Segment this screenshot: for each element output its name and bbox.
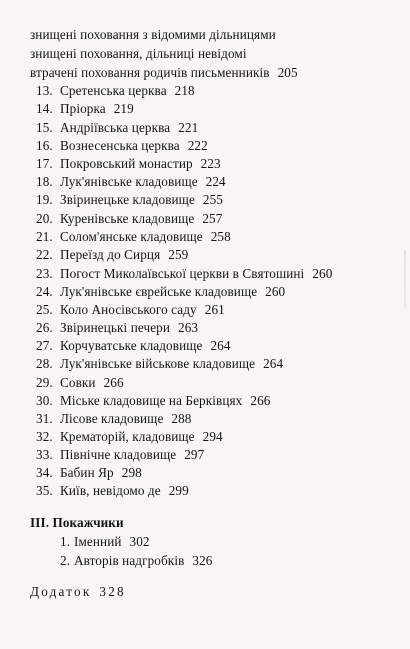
entry-number: 16. xyxy=(36,138,53,153)
toc-entry xyxy=(36,192,223,208)
entry-number: 22. xyxy=(36,247,53,262)
page-number: 260 xyxy=(312,266,333,281)
entry-number: 31. xyxy=(36,411,53,426)
entry-number: 27. xyxy=(36,338,53,353)
toc-entry xyxy=(36,447,204,463)
toc-entry xyxy=(36,138,208,154)
page-number: 263 xyxy=(178,320,199,335)
section-heading-indexes xyxy=(30,515,124,531)
appendix-title: Додаток xyxy=(30,584,92,599)
entry-number: 14. xyxy=(36,101,53,116)
entry-title: Іменний xyxy=(74,534,122,549)
page-number: 257 xyxy=(202,211,223,226)
page-number: 260 xyxy=(265,284,286,299)
entry-number: 35. xyxy=(36,483,53,498)
entry-number: 17. xyxy=(36,156,53,171)
entry-title: Київ, невідомо де xyxy=(60,483,161,498)
entry-number: 33. xyxy=(36,447,53,462)
section-title: III. Покажчики xyxy=(30,515,124,530)
entry-number: 28. xyxy=(36,356,53,371)
toc-subentry xyxy=(60,534,150,550)
entry-number: 19. xyxy=(36,192,53,207)
entry-number: 24. xyxy=(36,284,53,299)
page-number: 259 xyxy=(168,247,189,262)
entry-number: 26. xyxy=(36,320,53,335)
entry-number: 1. xyxy=(60,534,71,549)
entry-title: Переїзд до Сирця xyxy=(60,247,161,262)
entry-number: 21. xyxy=(36,229,53,244)
page-number: 258 xyxy=(210,229,231,244)
page-number: 298 xyxy=(121,465,142,480)
intro-line-text: знищені поховання з відомими дільницями xyxy=(30,27,276,42)
toc-entry xyxy=(36,411,192,427)
page-number: 218 xyxy=(174,83,195,98)
entry-title: Звіринецьке кладовище xyxy=(60,192,195,207)
entry-title: Солом'янське кладовище xyxy=(60,229,203,244)
toc-entry xyxy=(36,429,223,445)
entry-number: 18. xyxy=(36,174,53,189)
toc-entry xyxy=(36,83,195,99)
entry-title: Бабин Яр xyxy=(60,465,114,480)
appendix-entry xyxy=(30,584,126,600)
toc-entry xyxy=(36,174,226,190)
page-number: 266 xyxy=(250,393,271,408)
toc-entry xyxy=(36,266,332,282)
entry-number: 34. xyxy=(36,465,53,480)
toc-entry xyxy=(36,393,270,409)
page-number: 221 xyxy=(178,120,199,135)
toc-entry xyxy=(36,156,221,172)
entry-title: Покровський монастир xyxy=(60,156,193,171)
page-number: 266 xyxy=(103,375,124,390)
toc-entry xyxy=(36,302,225,318)
intro-line-text: втрачені поховання родичів письменників xyxy=(30,65,270,80)
intro-line-1 xyxy=(30,27,276,43)
page-number: 297 xyxy=(184,447,205,462)
entry-title: Міське кладовище на Берківцях xyxy=(60,393,243,408)
entry-title: Куренівське кладовище xyxy=(60,211,195,226)
intro-line-text: знищені поховання, дільниці невідомі xyxy=(30,46,247,61)
page-number: 224 xyxy=(205,174,226,189)
entry-title: Авторів надгробків xyxy=(74,553,185,568)
toc-subentry xyxy=(60,553,213,569)
entry-number: 2. xyxy=(60,553,71,568)
page-number: 288 xyxy=(171,411,192,426)
entry-title: Коло Аносівського саду xyxy=(60,302,197,317)
entry-title: Крематорій, кладовище xyxy=(60,429,195,444)
entry-number: 32. xyxy=(36,429,53,444)
toc-entry xyxy=(36,211,222,227)
toc-entry xyxy=(36,356,283,372)
entry-number: 23. xyxy=(36,266,53,281)
entry-title: Вознесенська церква xyxy=(60,138,180,153)
page-number: 264 xyxy=(263,356,284,371)
entry-title: Сретенська церква xyxy=(60,83,167,98)
entry-title: Лук'янівське кладовище xyxy=(60,174,198,189)
page-number: 219 xyxy=(113,101,134,116)
entry-number: 30. xyxy=(36,393,53,408)
page-number: 223 xyxy=(200,156,221,171)
entry-title: Лісове кладовище xyxy=(60,411,164,426)
page-number: 302 xyxy=(129,534,150,549)
entry-title: Пріорка xyxy=(60,101,106,116)
page-number: 222 xyxy=(187,138,208,153)
entry-title: Погост Миколаївської церкви в Святошині xyxy=(60,266,305,281)
page-number: 328 xyxy=(99,584,126,599)
page-number: 255 xyxy=(202,192,223,207)
intro-line-2 xyxy=(30,46,247,62)
entry-title: Андріївська церква xyxy=(60,120,171,135)
toc-entry xyxy=(36,483,189,499)
page-number: 261 xyxy=(204,302,225,317)
scan-edge-shadow xyxy=(404,250,406,310)
page-number: 326 xyxy=(192,553,213,568)
page-number: 264 xyxy=(210,338,231,353)
toc-entry xyxy=(36,284,285,300)
entry-title: Совки xyxy=(60,375,96,390)
toc-entry xyxy=(36,338,231,354)
entry-number: 15. xyxy=(36,120,53,135)
entry-title: Північне кладовище xyxy=(60,447,177,462)
toc-entry xyxy=(36,375,124,391)
page-number: 294 xyxy=(202,429,223,444)
page-number: 205 xyxy=(277,65,298,80)
intro-line-3 xyxy=(30,65,298,81)
entry-number: 25. xyxy=(36,302,53,317)
toc-entry xyxy=(36,120,198,136)
page-number: 299 xyxy=(168,483,189,498)
entry-number: 20. xyxy=(36,211,53,226)
toc-entry xyxy=(36,320,198,336)
toc-entry xyxy=(36,101,134,117)
entry-title: Звіринецькі печери xyxy=(60,320,171,335)
entry-title: Лук'янівське військове кладовище xyxy=(60,356,256,371)
entry-number: 13. xyxy=(36,83,53,98)
entry-title: Корчуватське кладовище xyxy=(60,338,203,353)
toc-entry xyxy=(36,247,188,263)
toc-entry xyxy=(36,465,142,481)
toc-entry xyxy=(36,229,231,245)
entry-number: 29. xyxy=(36,375,53,390)
entry-title: Лук'янівське єврейське кладовище xyxy=(60,284,258,299)
